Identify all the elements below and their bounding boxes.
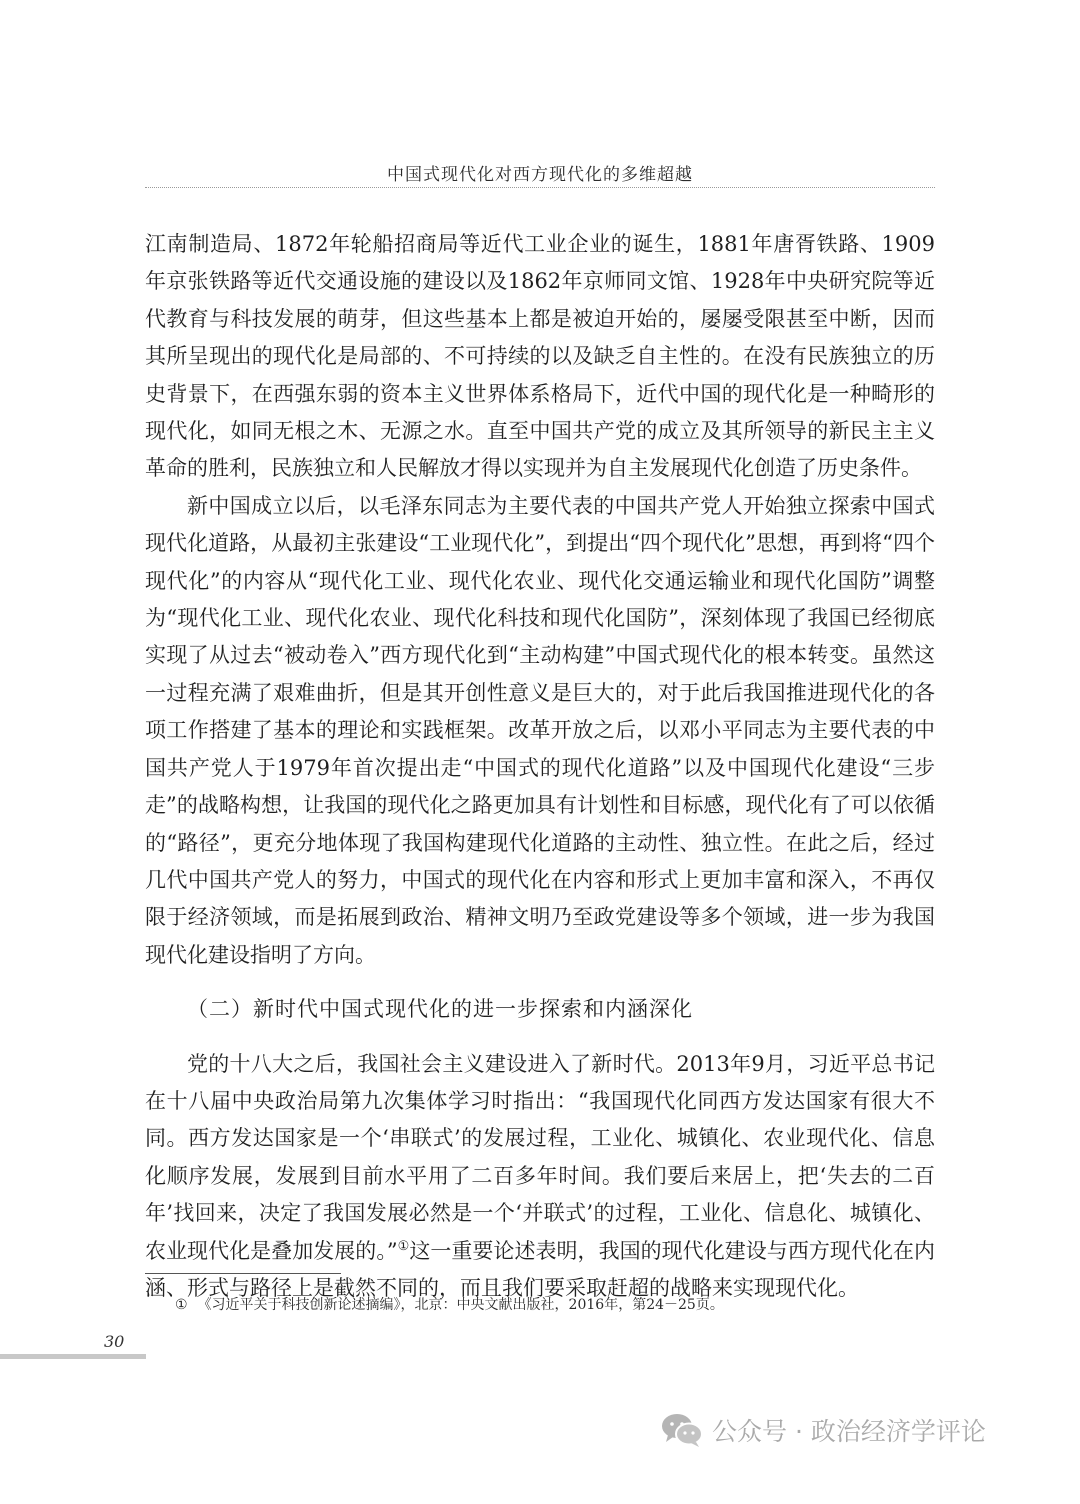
section-heading: （二）新时代中国式现代化的进一步探索和内涵深化 <box>187 997 693 1022</box>
watermark <box>660 1408 986 1452</box>
paragraph-3-conclusion: 这一重要论述表明，我国的现代化建设与西方现代化在内涵、形式与路径上是截然不同的，而且我们要采取赶超的战略来实现现代化。 <box>145 1238 936 1300</box>
paragraph-2: 新中国成立以后，以毛泽东同志为主要代表的中国共产党人开始独立探索中国式现代化道路，从最初主张建设“工业现代化”，到提出“四个现代化”思想，再到将“四个现代化”的内容从“现代化工业、现代化农业、现代化交通运输业和现代化国防”调整为“现代化工业、现代化农业、现代化科技和现代化国防”，深刻体现了我国已经彻底实现了从过去“被动卷入”西方现代化到“主动构建”中国式现代化的根本转变。虽然这一过程充满了艰难曲折，但是其开创性意义是巨大的，对于此后我国推进现代化的各项工作搭建了基本的理论和实践框架。改革开放之后，以邓小平同志为主要代表的中国共产党人于1979年首次提出走“中国式的现代化道路”以及中国现代化建设“三步走”的战略构想，让我国的现代化之路更加具有计划性和目标感，现代化有了可以依循的“路径”，更充分地体现了我国构建现代化道路的主动性、独立性。在此之后，经过几代中国共产党人的努力，中国式的现代化在内容和形式上更加丰富和深入，不再仅限于经济领域，而是拓展到政治、精神文明乃至政党建设等多个领域，进一步为我国现代化建设指明了方向。 <box>145 493 935 967</box>
page-number: 30 <box>104 1332 125 1351</box>
footnote-number: ① <box>175 1297 188 1313</box>
footnote <box>175 1294 935 1314</box>
footnote-divider <box>145 1273 341 1274</box>
watermark-text: 公众号 · 政治经济学评论 <box>712 1417 986 1446</box>
footnote-text: 《习近平关于科技创新论述摘编》，北京：中央文献出版社，2016年，第24－25页。 <box>197 1297 724 1313</box>
footnote-reference[interactable]: ① <box>397 1238 410 1254</box>
header-divider <box>145 187 935 188</box>
paragraph-1: 江南制造局、1872年轮船招商局等近代工业企业的诞生，1881年唐胥铁路、1909年京张铁路等近代交通设施的建设以及1862年京师同文馆、1928年中央研究院等近代教育与科技发展的萌芽，但这些基本上都是被迫开始的，屡屡受限甚至中断，因而其所呈现出的现代化是局部的、不可持续的以及缺乏自主性的。在没有民族独立的历史背景下，在西强东弱的资本主义世界体系格局下，近代中国的现代化是一种畸形的现代化，如同无根之木、无源之水。直至中国共产党的成立及其所领导的新民主主义革命的胜利，民族独立和人民解放才得以实现并为自主发展现代化创造了历史条件。 <box>145 232 935 481</box>
paragraph-3 <box>145 1046 935 1308</box>
wechat-icon <box>660 1412 704 1448</box>
page-number-bar <box>0 1354 146 1359</box>
running-title: 中国式现代化对西方现代化的多维超越 <box>387 165 693 185</box>
article-body <box>145 226 935 1307</box>
paragraph-3-quote: 党的十八大之后，我国社会主义建设进入了新时代。2013年9月，习近平总书记在十八届中央政治局第九次集体学习时指出：“我国现代化同西方发达国家有很大不同。西方发达国家是一个‘串联式’的发展过程，工业化、城镇化、农业现代化、信息化顺序发展，发展到目前水平用了二百多年时间。我们要后来居上，把‘失去的二百年’找回来，决定了我国发展必然是一个‘并联式’的过程，工业化、信息化、城镇化、农业现代化是叠加发展的。” <box>145 1051 935 1263</box>
